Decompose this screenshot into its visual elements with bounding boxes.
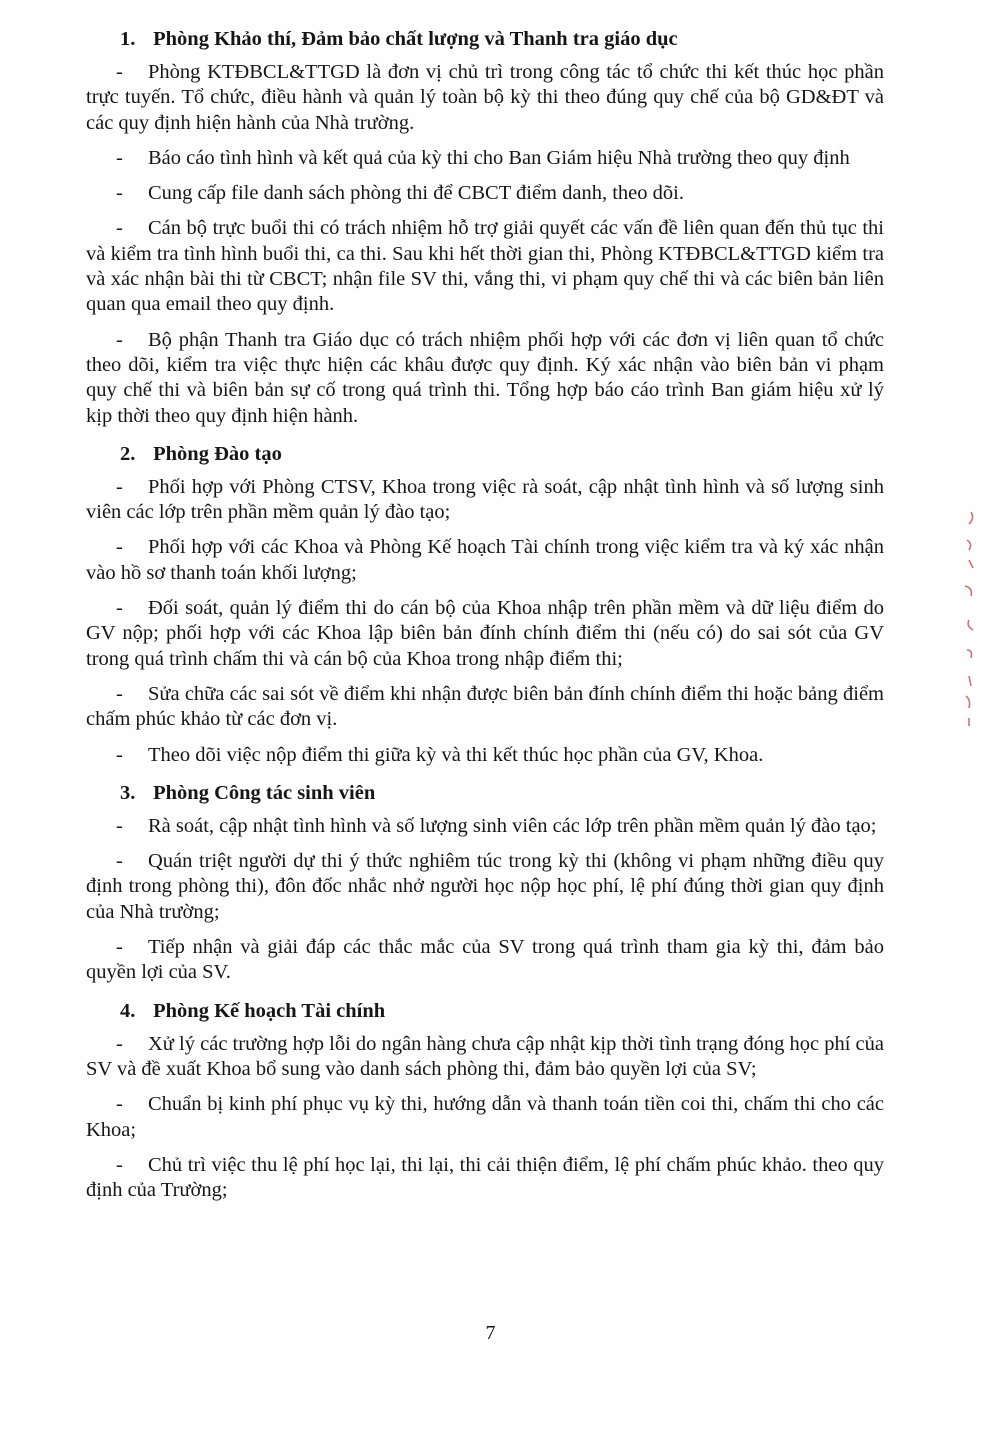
list-item-text: Theo dõi việc nộp điểm thi giữa kỳ và thi kết thúc học phần của GV, Khoa.: [148, 743, 764, 766]
list-item-text: Cán bộ trực buổi thi có trách nhiệm hỗ trợ giải quyết các vấn đề liên quan đến thủ tục thi và kiểm tra tình hình buổi thi, ca thi. Sau khi hết thời gian thi, Phòng KTĐBCL&TTGD kiểm tra và xác nhận bài thi từ CBCT; nhận file SV thi, vắng thi, vi phạm quy chế thi và các biên bản liên quan qua email theo quy định.: [86, 217, 884, 316]
list-item-text: Quán triệt người dự thi ý thức nghiêm túc trong kỳ thi (không vi phạm những điều quy định trong phòng thi), đôn đốc nhắc nhở người học nộp học phí, lệ phí đúng thời gian quy định của Nhà trường;: [86, 850, 884, 923]
bullet-dash: -: [116, 1153, 123, 1176]
bullet-dash: -: [116, 597, 123, 620]
list-item: [86, 1092, 884, 1143]
bullet-dash: -: [116, 328, 123, 351]
section-heading: [86, 26, 884, 52]
section-dao-tao: [86, 441, 884, 768]
list-item-text: Chủ trì việc thu lệ phí học lại, thi lại, thi cải thiện điểm, lệ phí chấm phúc khảo. theo quy định của Trường;: [86, 1153, 884, 1202]
list-item-text: Rà soát, cập nhật tình hình và số lượng sinh viên các lớp trên phần mềm quản lý đào tạo;: [148, 814, 877, 837]
list-item-text: Phối hợp với các Khoa và Phòng Kế hoạch Tài chính trong việc kiểm tra và ký xác nhận vào hồ sơ thanh toán khối lượng;: [86, 536, 884, 584]
bullet-dash: -: [116, 146, 123, 169]
list-item: [86, 181, 884, 206]
list-item: [86, 814, 884, 839]
list-item: [86, 60, 884, 136]
bullet-dash: -: [116, 61, 123, 83]
section-number: 3.: [120, 781, 136, 804]
bullet-dash: -: [116, 475, 123, 498]
section-title: Phòng Công tác sinh viên: [153, 781, 376, 804]
bullet-dash: -: [116, 182, 123, 205]
list-item-text: Cung cấp file danh sách phòng thi để CBCT điểm danh, theo dõi.: [148, 182, 684, 205]
bullet-dash: -: [116, 217, 123, 240]
bullet-dash: -: [116, 814, 123, 837]
section-number: 2.: [120, 442, 136, 465]
bullet-dash: -: [116, 682, 123, 705]
list-item-text: Tiếp nhận và giải đáp các thắc mắc của SV trong quá trình tham gia kỳ thi, đảm bảo quyền lợi của SV.: [86, 936, 884, 984]
list-item-text: Chuẩn bị kinh phí phục vụ kỳ thi, hướng dẫn và thanh toán tiền coi thi, chấm thi cho các Khoa;: [86, 1093, 884, 1141]
list-item: [86, 535, 884, 586]
list-item: [86, 682, 884, 733]
list-item: [86, 1153, 884, 1204]
section-title: Phòng Đào tạo: [153, 442, 282, 465]
section-ke-hoach-tai-chinh: [86, 998, 884, 1204]
bullet-dash: -: [116, 743, 123, 766]
section-heading: [86, 441, 884, 467]
section-cong-tac-sinh-vien: [86, 780, 884, 986]
list-item-text: Xử lý các trường hợp lỗi do ngân hàng chưa cập nhật kịp thời tình trạng đóng học phí của SV và đề xuất Khoa bổ sung vào danh sách phòng thi, đảm bảo quyền lợi của SV;: [86, 1032, 884, 1080]
list-item: [86, 849, 884, 925]
section-number: 1.: [120, 28, 136, 50]
bullet-dash: -: [116, 936, 123, 959]
page-content: [86, 26, 884, 1213]
list-item: [86, 475, 884, 526]
margin-ink-mark: [957, 500, 979, 730]
list-item: [86, 216, 884, 317]
section-heading: [86, 998, 884, 1024]
list-item: [86, 1032, 884, 1083]
list-item: [86, 146, 884, 171]
list-item-text: Bộ phận Thanh tra Giáo dục có trách nhiệm phối hợp với các đơn vị liên quan tổ chức theo dõi, kiểm tra việc thực hiện các khâu được quy định. Ký xác nhận vào biên bản vi phạm quy chế thi và biên bản sự cố trong quá trình thi. Tổng hợp báo cáo trình Ban giám hiệu xử lý kịp thời theo quy định hiện hành.: [86, 328, 884, 427]
list-item: [86, 935, 884, 986]
bullet-dash: -: [116, 536, 123, 559]
bullet-dash: -: [116, 850, 123, 873]
list-item-text: Báo cáo tình hình và kết quả của kỳ thi cho Ban Giám hiệu Nhà trường theo quy định: [148, 146, 850, 169]
bullet-dash: -: [116, 1093, 123, 1116]
list-item-text: Đối soát, quản lý điểm thi do cán bộ của Khoa nhập trên phần mềm và dữ liệu điểm do GV nộp; phối hợp với các Khoa lập biên bản đính chính điểm thi (nếu có) do sai sót của GV trong quá trình chấm thi và cán bộ của Khoa trong nhập điểm thi;: [86, 597, 884, 670]
section-number: 4.: [120, 999, 136, 1022]
list-item-text: Phòng KTĐBCL&TTGD là đơn vị chủ trì trong công tác tổ chức thi kết thúc học phần trực tuyến. Tổ chức, điều hành và quản lý toàn bộ kỳ thi theo đúng quy chế của bộ GD&ĐT và các quy định hiện hành của Nhà trường.: [86, 61, 884, 134]
list-item: [86, 596, 884, 672]
section-title: Phòng Kế hoạch Tài chính: [153, 999, 386, 1022]
list-item: [86, 743, 884, 768]
list-item: [86, 328, 884, 429]
section-khao-thi: [86, 26, 884, 429]
section-title: Phòng Khảo thí, Đảm bảo chất lượng và Thanh tra giáo dục: [153, 28, 678, 50]
list-item-text: Phối hợp với Phòng CTSV, Khoa trong việc rà soát, cập nhật tình hình và số lượng sinh viên các lớp trên phần mềm quản lý đào tạo;: [86, 475, 884, 524]
list-item-text: Sửa chữa các sai sót về điểm khi nhận được biên bản đính chính điểm thi hoặc bảng điểm chấm phúc khảo từ các đơn vị.: [86, 682, 884, 731]
bullet-dash: -: [116, 1032, 123, 1055]
page-number: 7: [485, 1322, 496, 1344]
section-heading: [86, 780, 884, 806]
